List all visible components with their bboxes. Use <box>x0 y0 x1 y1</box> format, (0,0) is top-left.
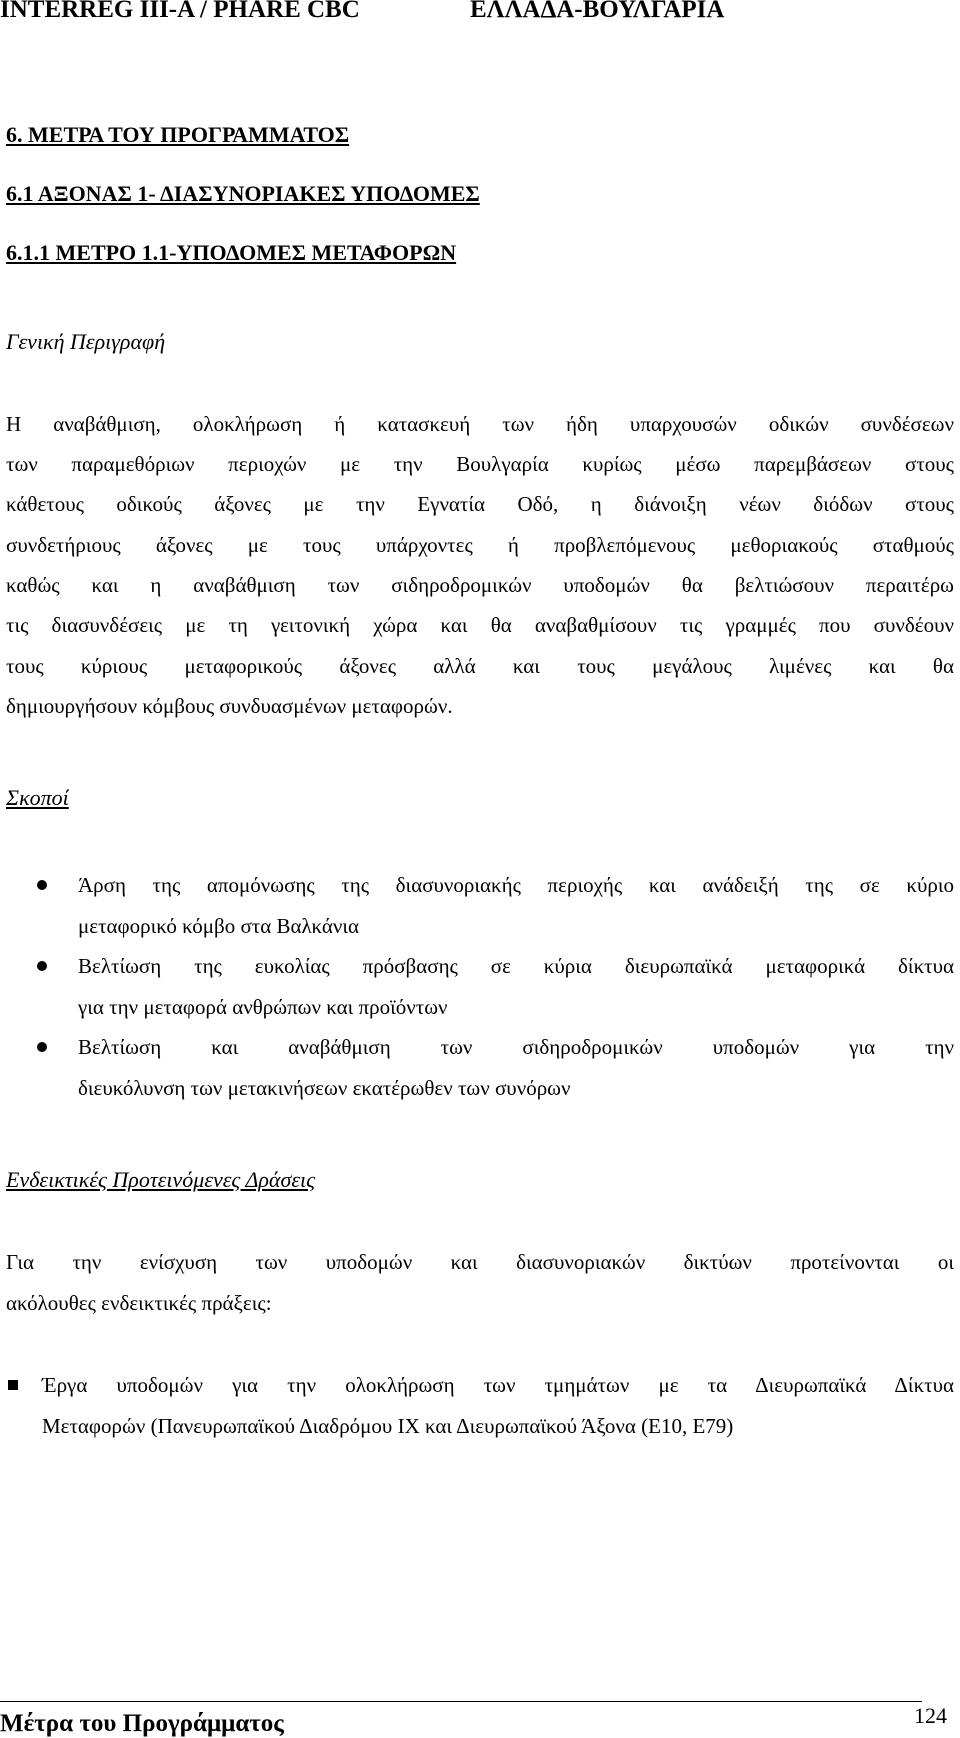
actions-title: Ενδεικτικές Προτεινόμενες Δράσεις <box>6 1167 316 1192</box>
footer-title: Μέτρα του Προγράμματος <box>0 1710 284 1737</box>
footer-rule <box>0 1701 922 1702</box>
bullet-icon <box>37 1042 47 1052</box>
page-number: 124 <box>914 1703 947 1728</box>
actions-intro-line: Για την ενίσχυση των υποδομών και διασυνοριακών δικτύων προτείνονται οι <box>6 1250 954 1274</box>
goal-item-line: για την μεταφορά ανθρώπων και προϊόντων <box>78 995 448 1019</box>
goal-item-line: Άρση της απομόνωσης της διασυνοριακής περιοχής και ανάδειξή της σε κύριο <box>78 873 954 897</box>
goal-item-line: διευκόλυνση των μετακινήσεων εκατέρωθεν των συνόρων <box>78 1076 571 1100</box>
header-right: ΕΛΛΑΔΑ-ΒΟΥΛΓΑΡΙΑ <box>470 0 725 23</box>
general-description-title: Γενική Περιγραφή <box>6 329 166 354</box>
header-left: INTERREG III-A / PHARE CBC <box>0 0 360 23</box>
paragraph-line: κάθετους οδικούς άξονες με την Εγνατία Οδό, η διάνοιξη νέων διόδων στους <box>6 492 954 516</box>
bullet-icon <box>37 880 47 890</box>
goal-item-line: Βελτίωση της ευκολίας πρόσβασης σε κύρια διευρωπαϊκά μεταφορικά δίκτυα <box>78 954 954 978</box>
paragraph-line: καθώς και η αναβάθμιση των σιδηροδρομικών υποδομών θα βελτιώσουν περαιτέρω <box>6 573 954 597</box>
bullet-icon <box>37 961 47 971</box>
actions-intro-line: ακόλουθες ενδεικτικές πράξεις: <box>6 1291 272 1315</box>
square-bullet-icon <box>8 1380 18 1390</box>
paragraph-line: των παραμεθόριων περιοχών με την Βουλγαρία κυρίως μέσω παρεμβάσεων στους <box>6 452 954 476</box>
paragraph-line: δημιουργήσουν κόμβους συνδυασμένων μεταφορών. <box>6 694 453 718</box>
paragraph-line: συνδετήριους άξονες με τους υπάρχοντες ή προβλεπόμενους μεθοριακούς σταθμούς <box>6 533 954 557</box>
paragraph-line: τις διασυνδέσεις με τη γειτονική χώρα και θα αναβαθμίσουν τις γραμμές που συνδέουν <box>6 613 954 637</box>
action-item-line: Μεταφορών (Πανευρωπαϊκού Διαδρόμου IX και Διευρωπαϊκού Άξονα (Ε10, Ε79) <box>42 1414 734 1438</box>
paragraph-line: τους κύριους μεταφορικούς άξονες αλλά και τους μεγάλους λιμένες και θα <box>6 654 954 678</box>
goal-item-line: Βελτίωση και αναβάθμιση των σιδηροδρομικών υποδομών για την <box>78 1035 954 1059</box>
heading-chapter: 6. ΜΕΤΡΑ ΤΟΥ ΠΡΟΓΡΑΜΜΑΤΟΣ <box>6 122 350 147</box>
heading-axis: 6.1 ΑΞΟΝΑΣ 1- ΔΙΑΣΥΝΟΡΙΑΚΕΣ ΥΠΟΔΟΜΕΣ <box>6 181 480 206</box>
paragraph-line: Η αναβάθμιση, ολοκλήρωση ή κατασκευή των ήδη υπαρχουσών οδικών συνδέσεων <box>6 412 954 436</box>
action-item-line: Έργα υποδομών για την ολοκλήρωση των τμημάτων με τα Διευρωπαϊκά Δίκτυα <box>42 1373 954 1397</box>
goal-item-line: μεταφορικό κόμβο στα Βαλκάνια <box>78 914 360 938</box>
heading-measure: 6.1.1 ΜΕΤΡΟ 1.1-ΥΠΟΔΟΜΕΣ ΜΕΤΑΦΟΡΩΝ <box>6 240 457 265</box>
goals-title: Σκοποί <box>6 785 69 810</box>
